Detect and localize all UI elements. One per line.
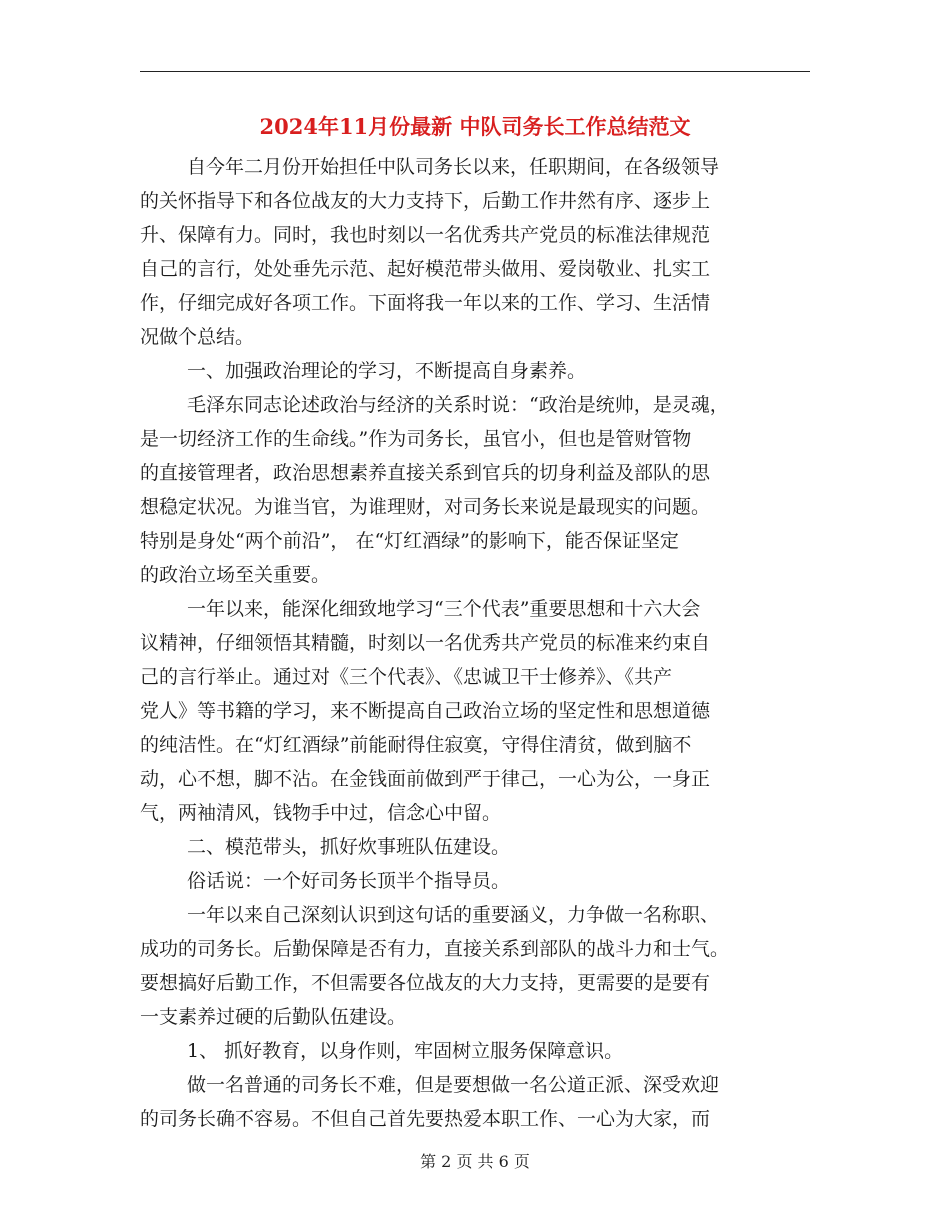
text-line: 况做个总结。 — [140, 326, 255, 348]
text-line: 成功的司务长。后勤保障是否有力，直接关系到部队的战斗力和士气。 — [140, 938, 730, 960]
header-rule — [140, 71, 810, 72]
text-line: 一年以来，能深化细致地学习“三个代表”重要思想和十六大会 — [187, 598, 701, 620]
text-line: 自己的言行，处处垂先示范、起好模范带头做用、爱岗敬业、扎实工 — [140, 258, 711, 280]
text-line: 想稳定状况。为谁当官，为谁理财，对司务长来说是最现实的问题。 — [140, 496, 711, 518]
text-line: 要想搞好后勤工作，不但需要各位战友的大力支持，更需要的是要有 — [140, 972, 711, 994]
text-line: 做一名普通的司务长不难，但是要想做一名公道正派、深受欢迎 — [187, 1074, 720, 1096]
text-line: 1、 抓好教育，以身作则，牢固树立服务保障意识。 — [187, 1040, 624, 1062]
text-line: 的政治立场至关重要。 — [140, 564, 331, 586]
document-title: 2024年11月份最新 中队司务长工作总结范文 — [259, 114, 691, 139]
document-body — [140, 150, 810, 1136]
text-line: 的司务长确不容易。不但自己首先要热爱本职工作、一心为大家，而 — [140, 1108, 711, 1130]
text-line: 一年以来自己深刻认识到这句话的重要涵义，力争做一名称职、 — [187, 904, 720, 926]
text-line: 作，仔细完成好各项工作。下面将我一年以来的工作、学习、生活情 — [140, 292, 711, 314]
page-number: 第 2 页 共 6 页 — [420, 1152, 530, 1171]
text-line: 二、模范带头，抓好炊事班队伍建设。 — [187, 836, 511, 858]
text-line: 的直接管理者，政治思想素养直接关系到官兵的切身利益及部队的思 — [140, 462, 711, 484]
text-line: 一支素养过硬的后勤队伍建设。 — [140, 1006, 407, 1028]
text-line: 党人》等书籍的学习，来不断提高自己政治立场的坚定性和思想道德 — [140, 700, 711, 722]
text-line: 自今年二月份开始担任中队司务长以来，任职期间，在各级领导 — [187, 156, 720, 178]
text-line: 俗话说：一个好司务长顶半个指导员。 — [187, 870, 511, 892]
text-line: 的纯洁性。在“灯红酒绿”前能耐得住寂寞，守得住清贫，做到脑不 — [140, 734, 692, 756]
text-line: 动，心不想，脚不沾。在金钱面前做到严于律己，一心为公，一身正 — [140, 768, 711, 790]
text-line: 议精神，仔细领悟其精髓，时刻以一名优秀共产党员的标准来约束自 — [140, 632, 711, 654]
text-line: 的关怀指导下和各位战友的大力支持下，后勤工作井然有序、逐步上 — [140, 190, 711, 212]
text-line: 升、保障有力。同时，我也时刻以一名优秀共产党员的标准法律规范 — [140, 224, 711, 246]
text-line: 毛泽东同志论述政治与经济的关系时说：“政治是统帅，是灵魂， — [187, 394, 729, 416]
text-line: 气，两袖清风，钱物手中过，信念心中留。 — [140, 802, 502, 824]
text-line: 己的言行举止。通过对《三个代表》、《忠诚卫干士修养》、《共产 — [140, 666, 673, 688]
text-line: 特别是身处“两个前沿”， 在“灯红酒绿”的影响下，能否保证坚定 — [140, 530, 679, 552]
text-line: 是一切经济工作的生命线。”作为司务长，虽官小，但也是管财管物 — [140, 428, 692, 450]
text-line: 一、加强政治理论的学习，不断提高自身素养。 — [187, 360, 587, 382]
